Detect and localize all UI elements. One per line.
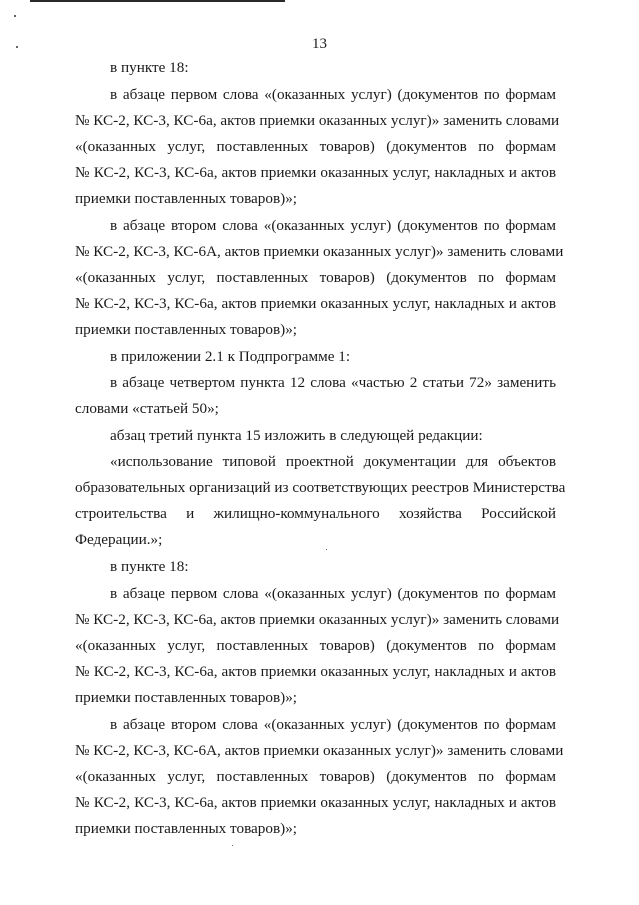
text-line: № КС-2, КС-3, КС-6а, актов приемки оказанных услуг)» заменить словами: [75, 112, 560, 129]
text-line: в абзаце втором слова «(оказанных услуг) (документов по формам: [110, 716, 556, 733]
text-line: «использование типовой проектной документации для объектов: [110, 453, 556, 470]
text-line: № КС-2, КС-3, КС-6а, актов приемки оказанных услуг, накладных и актов: [75, 663, 556, 680]
scan-speck: [14, 15, 16, 17]
text-line: приемки поставленных товаров)»;: [75, 190, 298, 207]
page-number: 13: [312, 36, 327, 52]
text-line: в пункте 18:: [110, 558, 189, 575]
text-line: в абзаце четвертом пункта 12 слова «частью 2 статьи 72» заменить: [110, 374, 556, 391]
scan-speck: [326, 549, 327, 550]
text-line: «(оказанных услуг, поставленных товаров) (документов по формам: [75, 138, 556, 155]
text-line: в абзаце втором слова «(оказанных услуг) (документов по формам: [110, 217, 556, 234]
top-edge-rule: [30, 0, 285, 2]
text-line: «(оказанных услуг, поставленных товаров) (документов по формам: [75, 768, 556, 785]
scan-speck: [232, 845, 233, 846]
text-line: Федерации.»;: [75, 531, 163, 548]
text-line: № КС-2, КС-3, КС-6А, актов приемки оказанных услуг)» заменить словами: [75, 243, 564, 260]
text-line: «(оказанных услуг, поставленных товаров) (документов по формам: [75, 269, 556, 286]
text-line: в абзаце первом слова «(оказанных услуг) (документов по формам: [110, 86, 556, 103]
text-line: в абзаце первом слова «(оказанных услуг) (документов по формам: [110, 585, 556, 602]
text-line: словами «статьей 50»;: [75, 400, 219, 417]
text-line: № КС-2, КС-3, КС-6а, актов приемки оказанных услуг, накладных и актов: [75, 164, 556, 181]
text-line: приемки поставленных товаров)»;: [75, 820, 298, 837]
text-line: № КС-2, КС-3, КС-6а, актов приемки оказанных услуг, накладных и актов: [75, 794, 556, 811]
text-line: приемки поставленных товаров)»;: [75, 321, 298, 338]
text-line: «(оказанных услуг, поставленных товаров) (документов по формам: [75, 637, 556, 654]
text-line: в приложении 2.1 к Подпрограмме 1:: [110, 348, 351, 365]
text-line: образовательных организаций из соответствующих реестров Министерства: [75, 479, 566, 496]
text-line: № КС-2, КС-3, КС-6а, актов приемки оказанных услуг)» заменить словами: [75, 611, 560, 628]
text-line: приемки поставленных товаров)»;: [75, 689, 298, 706]
text-line: в пункте 18:: [110, 59, 189, 76]
text-line: № КС-2, КС-3, КС-6А, актов приемки оказанных услуг)» заменить словами: [75, 742, 564, 759]
text-line: абзац третий пункта 15 изложить в следующей редакции:: [110, 427, 483, 444]
text-line: строительства и жилищно-коммунального хозяйства Российской: [75, 505, 556, 522]
text-line: № КС-2, КС-3, КС-6а, актов приемки оказанных услуг, накладных и актов: [75, 295, 556, 312]
